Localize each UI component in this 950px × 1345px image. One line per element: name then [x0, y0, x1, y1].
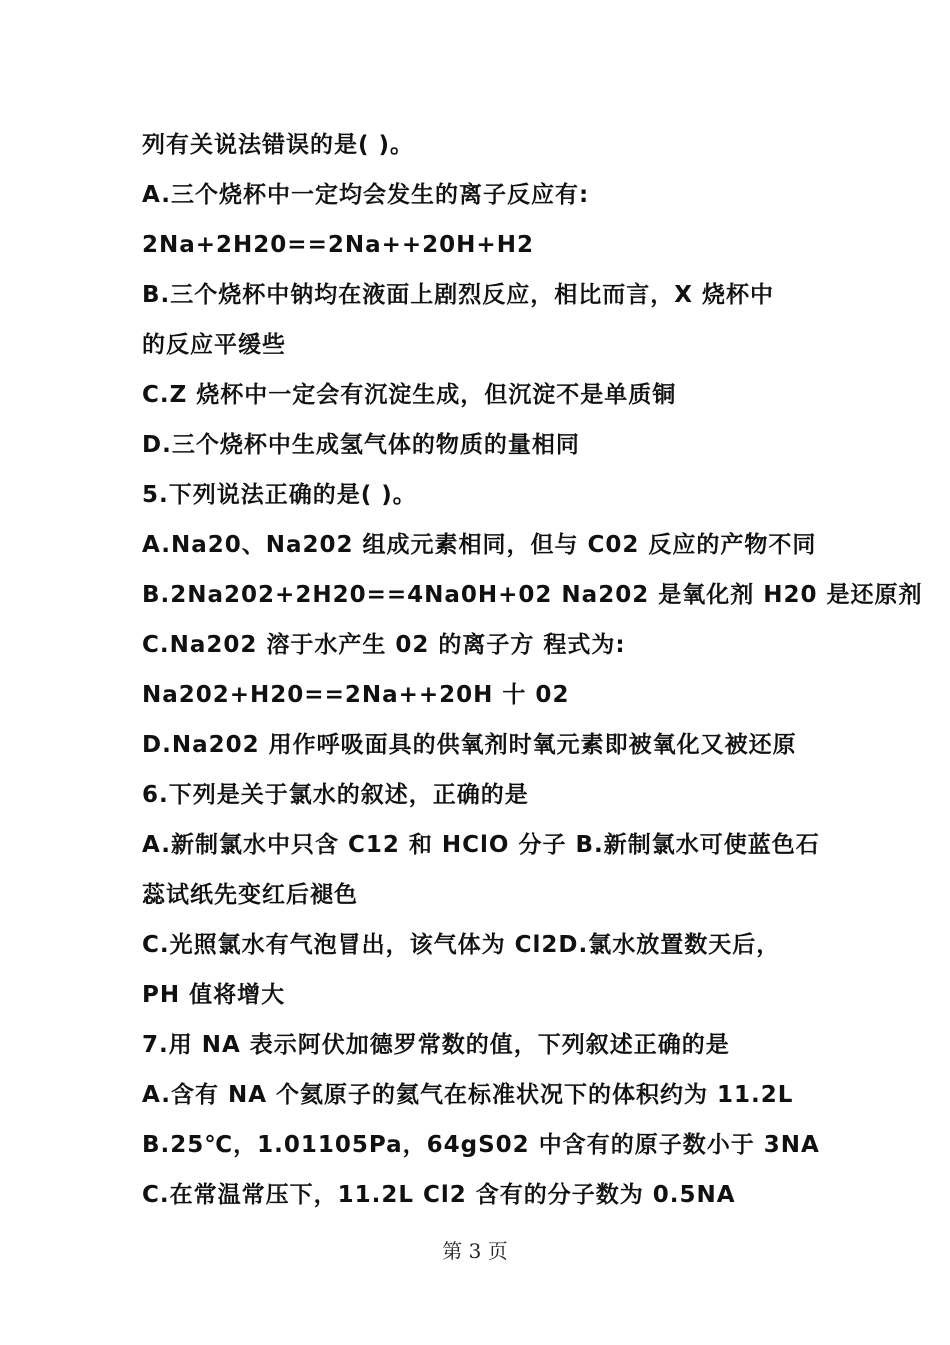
text-line: C.Z 烧杯中一定会有沉淀生成，但沉淀不是单质铜: [142, 382, 677, 408]
text-line: B.三个烧杯中钠均在液面上剧烈反应，相比而言，X 烧杯中: [142, 282, 775, 308]
text-line: 2Na+2H20==2Na++20H+H2: [142, 232, 534, 258]
text-line: C.光照氯水有气泡冒出，该气体为 Cl2D.氯水放置数天后，: [142, 932, 781, 958]
text-line: PH 值将增大: [142, 982, 286, 1008]
text-line: 蕊试纸先变红后褪色: [142, 882, 358, 908]
question-heading: 6.下列是关于氯水的叙述，正确的是: [142, 782, 529, 808]
text-line: Na202+H20==2Na++20H 十 02: [142, 682, 570, 708]
text-line: C.Na202 溶于水产生 02 的离子方 程式为:: [142, 632, 626, 658]
text-line: 的反应平缓些: [142, 332, 286, 358]
text-line: 列有关说法错误的是( )。: [142, 132, 415, 158]
text-line: A.三个烧杯中一定均会发生的离子反应有:: [142, 182, 590, 208]
document-body: [142, 120, 923, 1220]
text-line: A.Na20、Na202 组成元素相同，但与 C02 反应的产物不同: [142, 532, 817, 558]
text-line: D.Na202 用作呼吸面具的供氧剂时氧元素即被氧化又被还原: [142, 732, 797, 758]
text-line: B.25℃，1.01105Pa，64gS02 中含有的原子数小于 3NA: [142, 1132, 820, 1158]
text-line: D.三个烧杯中生成氢气体的物质的量相同: [142, 432, 580, 458]
page-number: 第 3 页: [442, 1239, 508, 1263]
text-line: A.新制氯水中只含 C12 和 HClO 分子 B.新制氯水可使蓝色石: [142, 832, 820, 858]
text-line: A.含有 NA 个氦原子的氦气在标准状况下的体积约为 11.2L: [142, 1082, 794, 1108]
question-heading: 7.用 NA 表示阿伏加德罗常数的值，下列叙述正确的是: [142, 1032, 730, 1058]
question-heading: 5.下列说法正确的是( )。: [142, 482, 417, 508]
text-line: B.2Na202+2H20==4Na0H+02 Na202 是氧化剂 H20 是还原剂: [142, 582, 923, 608]
text-line: C.在常温常压下，11.2L Cl2 含有的分子数为 0.5NA: [142, 1182, 736, 1208]
